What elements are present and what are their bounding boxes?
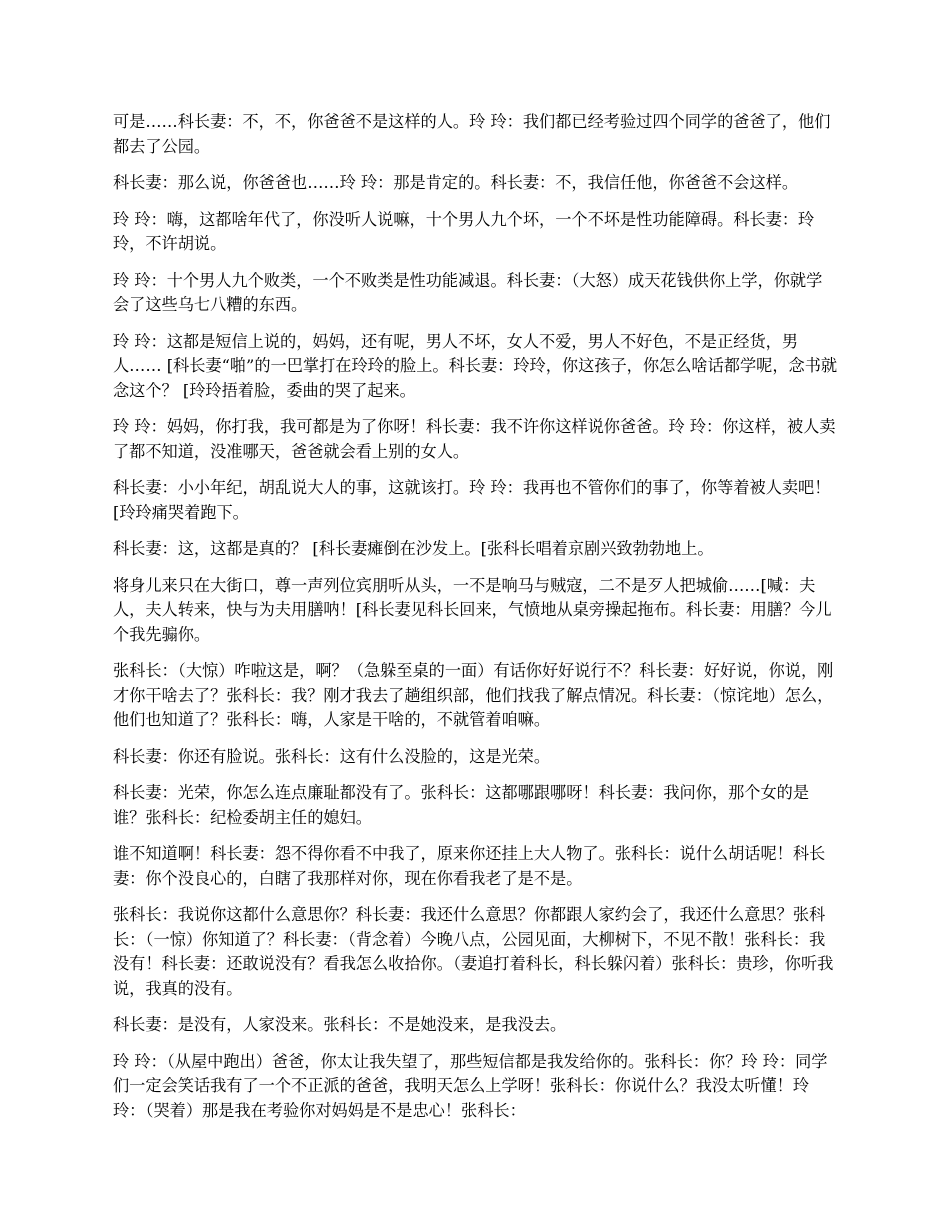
paragraph: 张科长：我说你这都什么意思你？科长妻：我还什么意思？你都跟人家约会了，我还什么意思？张科长：（一惊）你知道了？科长妻：（背念着）今晚八点，公园见面，大柳树下，不见不散！张科长：我没有！科长妻：还敢说没有？看我怎么收拾你。（妻追打着科长，科长躲闪着）张科长：贵珍，你听我说，我真的没有。 — [113, 905, 834, 998]
paragraph: 玲 玲：十个男人九个败类，一个不败类是性功能减退。科长妻：（大怒）成天花钱供你上学，你就学会了这些乌七八糟的东西。 — [113, 270, 823, 314]
paragraph: 科长妻：那么说，你爸爸也……玲 玲：那是肯定的。科长妻：不，我信任他，你爸爸不会这样。 — [113, 173, 799, 192]
paragraph: 玲 玲：这都是短信上说的，妈妈，还有呢，男人不坏，女人不爱，男人不好色，不是正经货，男人…… [科长妻“啪”的一巴掌打在玲玲的脸上。科长妻：玲玲，你这孩子，你怎么啥话都学呢，念书就念这个？ [玲玲捂着脸，委曲的哭了起来。 — [113, 331, 838, 400]
paragraph: 可是……科长妻：不，不，你爸爸不是这样的人。玲 玲：我们都已经考验过四个同学的爸爸了，他们都去了公园。 — [113, 112, 831, 156]
paragraph: 科长妻：是没有，人家没来。张科长：不是她没来，是我没去。 — [113, 1015, 567, 1034]
document-body — [113, 110, 838, 1135]
paragraph: 谁不知道啊！科长妻：怨不得你看不中我了，原来你还挂上大人物了。张科长：说什么胡话呢！科长妻：你个没良心的，白瞎了我那样对你，现在你看我老了是不是。 — [113, 844, 826, 888]
paragraph: 科长妻：你还有脸说。张科长：这有什么没脸的，这是光荣。 — [113, 746, 551, 766]
paragraph: 玲 玲：（从屋中跑出）爸爸，你太让我失望了，那些短信都是我发给你的。张科长：你？玲 玲：同学们一定会笑话我有了一个不正派的爸爸，我明天怎么上学呀！张科长：你说什么？我没太听懂！玲 玲：（哭着）那是我在考验你对妈妈是不是忠心！张科长： — [113, 1051, 828, 1120]
paragraph: 将身儿来只在大街口，尊一声列位宾朋听从头，一不是响马与贼寇，二不是歹人把城偷……[喊：夫人，夫人转来，快与为夫用膳呐！[科长妻见科长回来，气愤地从桌旁操起拖布。科长妻：用膳？今儿个我先骟你。 — [113, 575, 832, 644]
paragraph: 科长妻：光荣，你怎么连点廉耻都没有了。张科长：这都哪跟哪呀！科长妻：我问你，那个女的是谁？张科长：纪检委胡主任的媳妇。 — [113, 783, 810, 827]
paragraph: 科长妻：小小年纪，胡乱说大人的事，这就该打。玲 玲：我再也不管你们的事了，你等着被人卖吧！ [玲玲痛哭着跑下。 — [113, 478, 831, 522]
paragraph: 科长妻：这，这都是真的？ [科长妻瘫倒在沙发上。[张科长唱着京剧兴致勃勃地上。 — [113, 539, 714, 558]
paragraph: 玲 玲：妈妈，你打我，我可都是为了你呀！科长妻：我不许你这样说你爸爸。玲 玲：你这样，被人卖了都不知道，没准哪天，爸爸就会看上别的女人。 — [113, 417, 836, 461]
paragraph: 张科长：（大惊）咋啦这是，啊？（急躲至桌的一面）有话你好好说行不？科长妻：好好说，你说，刚才你干啥去了？张科长：我？刚才我去了趟组织部，他们找我了解点情况。科长妻：（惊诧地）怎么，他们也知道了？张科长：嗨，人家是干啥的，不就管着咱嘛。 — [113, 661, 834, 729]
paragraph: 玲 玲：嗨，这都啥年代了，你没听人说嘛，十个男人九个坏，一个不坏是性功能障碍。科长妻：玲玲，不许胡说。 — [113, 209, 815, 253]
